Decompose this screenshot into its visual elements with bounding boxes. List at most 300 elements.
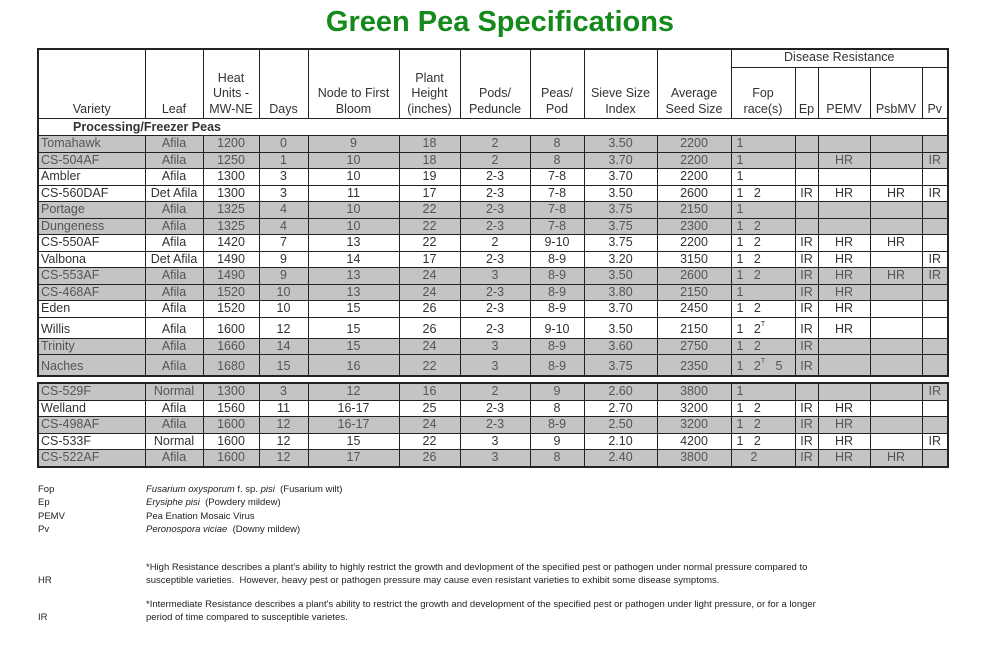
cell-pods: 3 [460, 433, 530, 450]
cell-days: 1 [259, 152, 308, 169]
col-header-pv: Pv [922, 68, 948, 119]
cell-fop: 1 $2^T$ 5 [731, 355, 795, 377]
cell-pv [922, 218, 948, 235]
cell-sieve: 3.50 [584, 268, 657, 285]
cell-pods: 3 [460, 268, 530, 285]
cell-pemv: HR [818, 317, 870, 338]
cell-height: 26 [399, 317, 460, 338]
cell-sieve: 3.50 [584, 317, 657, 338]
cell-days: 12 [259, 317, 308, 338]
cell-variety: Naches [38, 355, 145, 377]
cell-fop: 1 [731, 202, 795, 219]
cell-pemv [818, 383, 870, 400]
cell-peas: 7-8 [530, 218, 584, 235]
cell-sieve: 2.60 [584, 383, 657, 400]
cell-pv [922, 355, 948, 377]
cell-pods: 3 [460, 338, 530, 355]
cell-pods: 2-3 [460, 284, 530, 301]
tolerance-marker: T [760, 358, 766, 365]
cell-ep [795, 202, 818, 219]
table-row [38, 317, 948, 338]
cell-ep: IR [795, 338, 818, 355]
cell-days: 12 [259, 417, 308, 434]
cell-fop: 1 [731, 136, 795, 153]
cell-ep: IR [795, 301, 818, 318]
cell-seed: 2350 [657, 355, 731, 377]
cell-psbmv [870, 338, 922, 355]
cell-pemv: HR [818, 235, 870, 252]
cell-days: 14 [259, 338, 308, 355]
cell-ep: IR [795, 268, 818, 285]
cell-leaf: Afila [145, 417, 203, 434]
cell-variety: CS-553AF [38, 268, 145, 285]
cell-ep [795, 152, 818, 169]
cell-psbmv [870, 251, 922, 268]
cell-leaf: Afila [145, 338, 203, 355]
cell-node: 13 [308, 268, 399, 285]
cell-node: 10 [308, 169, 399, 186]
note-text: *Intermediate Resistance describes a plant's ability to restrict the growth and development of the specified pest or pathogen under light pressure, or for a longer [146, 599, 816, 610]
cell-days: 12 [259, 450, 308, 467]
table-row [38, 338, 948, 355]
cell-peas: 7-8 [530, 185, 584, 202]
cell-heat: 1680 [203, 355, 259, 377]
cell-peas: 7-8 [530, 169, 584, 186]
cell-ep: IR [795, 251, 818, 268]
cell-pv [922, 417, 948, 434]
col-header-seed: Average Seed Size [657, 49, 731, 119]
cell-fop: 1 $2^T$ [731, 317, 795, 338]
legend-description: Pea Enation Mosaic Virus [146, 510, 255, 522]
cell-heat: 1600 [203, 450, 259, 467]
legend-key: Ep [38, 497, 50, 509]
note-key: IR [38, 612, 48, 623]
cell-psbmv [870, 417, 922, 434]
cell-height: 22 [399, 202, 460, 219]
legend-key: PEMV [38, 510, 65, 522]
cell-heat: 1325 [203, 218, 259, 235]
cell-seed: 2600 [657, 185, 731, 202]
cell-sieve: 3.75 [584, 355, 657, 377]
cell-peas: 8-9 [530, 301, 584, 318]
cell-pv [922, 317, 948, 338]
cell-leaf: Afila [145, 202, 203, 219]
cell-seed: 3800 [657, 383, 731, 400]
cell-leaf: Det Afila [145, 251, 203, 268]
cell-variety: Dungeness [38, 218, 145, 235]
cell-pv: IR [922, 268, 948, 285]
col-header-days: Days [259, 49, 308, 119]
cell-variety: Eden [38, 301, 145, 318]
cell-heat: 1300 [203, 185, 259, 202]
cell-leaf: Afila [145, 152, 203, 169]
cell-psbmv: HR [870, 450, 922, 467]
legend-description: Erysiphe pisi (Powdery mildew) [146, 497, 281, 509]
cell-seed: 2450 [657, 301, 731, 318]
cell-heat: 1600 [203, 433, 259, 450]
cell-heat: 1600 [203, 417, 259, 434]
col-header-pods: Pods/ Peduncle [460, 49, 530, 119]
cell-heat: 1300 [203, 169, 259, 186]
cell-variety: Welland [38, 400, 145, 417]
table-row [38, 202, 948, 219]
cell-node: 11 [308, 185, 399, 202]
cell-pods: 2-3 [460, 301, 530, 318]
cell-heat: 1660 [203, 338, 259, 355]
cell-pemv: HR [818, 268, 870, 285]
cell-sieve: 3.50 [584, 185, 657, 202]
cell-fop: 1 2 [731, 218, 795, 235]
cell-sieve: 3.75 [584, 202, 657, 219]
cell-leaf: Normal [145, 433, 203, 450]
cell-psbmv: HR [870, 235, 922, 252]
cell-height: 22 [399, 433, 460, 450]
cell-variety: Portage [38, 202, 145, 219]
cell-ep: IR [795, 400, 818, 417]
cell-variety: Valbona [38, 251, 145, 268]
cell-heat: 1420 [203, 235, 259, 252]
cell-psbmv [870, 218, 922, 235]
cell-sieve: 3.75 [584, 218, 657, 235]
col-header-sieve: Sieve Size Index [584, 49, 657, 119]
table-row [38, 152, 948, 169]
col-header-psbmv: PsbMV [870, 68, 922, 119]
col-header-fop: Fop race(s) [731, 68, 795, 119]
cell-node: 16-17 [308, 417, 399, 434]
cell-seed: 3200 [657, 417, 731, 434]
cell-days: 4 [259, 202, 308, 219]
col-header-heat-units: Heat Units - MW-NE [203, 49, 259, 119]
cell-days: 15 [259, 355, 308, 377]
cell-heat: 1325 [203, 202, 259, 219]
cell-peas: 8-9 [530, 355, 584, 377]
cell-pv: IR [922, 251, 948, 268]
cell-height: 17 [399, 185, 460, 202]
cell-height: 24 [399, 338, 460, 355]
cell-node: 15 [308, 338, 399, 355]
table-row [38, 301, 948, 318]
cell-seed: 2300 [657, 218, 731, 235]
table-row [38, 400, 948, 417]
cell-ep: IR [795, 355, 818, 377]
cell-psbmv [870, 202, 922, 219]
cell-days: 9 [259, 268, 308, 285]
cell-pods: 2 [460, 136, 530, 153]
cell-ep: IR [795, 284, 818, 301]
cell-peas: 8 [530, 152, 584, 169]
cell-variety: CS-533F [38, 433, 145, 450]
cell-fop: 1 [731, 152, 795, 169]
cell-ep: IR [795, 450, 818, 467]
cell-pemv [818, 202, 870, 219]
cell-days: 10 [259, 284, 308, 301]
cell-node: 13 [308, 235, 399, 252]
cell-fop: 1 2 [731, 400, 795, 417]
cell-pv [922, 450, 948, 467]
cell-pods: 2-3 [460, 400, 530, 417]
table-row [38, 218, 948, 235]
spec-table-other [37, 382, 949, 468]
cell-heat: 1490 [203, 268, 259, 285]
cell-pemv: HR [818, 284, 870, 301]
cell-node: 15 [308, 433, 399, 450]
cell-peas: 8 [530, 136, 584, 153]
cell-node: 10 [308, 218, 399, 235]
table-row [38, 450, 948, 467]
cell-sieve: 3.50 [584, 136, 657, 153]
cell-psbmv [870, 433, 922, 450]
cell-psbmv [870, 317, 922, 338]
cell-fop: 2 [731, 450, 795, 467]
cell-ep: IR [795, 317, 818, 338]
cell-node: 15 [308, 317, 399, 338]
cell-node: 15 [308, 301, 399, 318]
cell-leaf: Afila [145, 301, 203, 318]
table-row [38, 185, 948, 202]
cell-days: 3 [259, 169, 308, 186]
cell-days: 12 [259, 433, 308, 450]
cell-pods: 2 [460, 152, 530, 169]
cell-peas: 8-9 [530, 251, 584, 268]
cell-sieve: 2.50 [584, 417, 657, 434]
cell-pods: 2-3 [460, 202, 530, 219]
cell-variety: Tomahawk [38, 136, 145, 153]
cell-fop: 1 [731, 169, 795, 186]
cell-fop: 1 2 [731, 235, 795, 252]
cell-pemv: HR [818, 152, 870, 169]
cell-variety: CS-498AF [38, 417, 145, 434]
cell-height: 18 [399, 136, 460, 153]
cell-leaf: Afila [145, 169, 203, 186]
cell-days: 11 [259, 400, 308, 417]
cell-pv: IR [922, 383, 948, 400]
cell-peas: 9 [530, 383, 584, 400]
cell-pv [922, 136, 948, 153]
cell-node: 9 [308, 136, 399, 153]
cell-seed: 2600 [657, 268, 731, 285]
cell-pemv: HR [818, 450, 870, 467]
cell-variety: Trinity [38, 338, 145, 355]
cell-pemv [818, 355, 870, 377]
cell-node: 17 [308, 450, 399, 467]
cell-psbmv [870, 301, 922, 318]
cell-variety: CS-522AF [38, 450, 145, 467]
cell-variety: Ambler [38, 169, 145, 186]
cell-leaf: Det Afila [145, 185, 203, 202]
cell-peas: 8 [530, 400, 584, 417]
cell-pemv: HR [818, 400, 870, 417]
cell-pemv: HR [818, 433, 870, 450]
cell-heat: 1560 [203, 400, 259, 417]
cell-variety: CS-504AF [38, 152, 145, 169]
cell-pemv: HR [818, 301, 870, 318]
section-label: Processing/Freezer Peas [38, 119, 948, 136]
cell-pods: 2-3 [460, 185, 530, 202]
cell-leaf: Afila [145, 317, 203, 338]
cell-height: 25 [399, 400, 460, 417]
cell-leaf: Afila [145, 136, 203, 153]
cell-heat: 1520 [203, 301, 259, 318]
cell-seed: 4200 [657, 433, 731, 450]
cell-heat: 1520 [203, 284, 259, 301]
cell-height: 26 [399, 301, 460, 318]
cell-node: 16 [308, 355, 399, 377]
cell-seed: 3150 [657, 251, 731, 268]
table-row [38, 235, 948, 252]
cell-height: 22 [399, 218, 460, 235]
cell-sieve: 3.70 [584, 169, 657, 186]
note-key: HR [38, 575, 52, 586]
cell-pv [922, 284, 948, 301]
cell-pemv [818, 218, 870, 235]
cell-heat: 1600 [203, 317, 259, 338]
cell-sieve: 3.80 [584, 284, 657, 301]
cell-days: 3 [259, 185, 308, 202]
cell-height: 19 [399, 169, 460, 186]
cell-ep: IR [795, 235, 818, 252]
spec-table-processing [37, 48, 949, 377]
cell-pemv: HR [818, 417, 870, 434]
cell-pods: 2-3 [460, 169, 530, 186]
cell-heat: 1300 [203, 383, 259, 400]
cell-pemv [818, 169, 870, 186]
cell-leaf: Afila [145, 400, 203, 417]
cell-days: 3 [259, 383, 308, 400]
cell-pods: 2 [460, 383, 530, 400]
cell-height: 24 [399, 417, 460, 434]
col-header-node: Node to First Bloom [308, 49, 399, 119]
cell-days: 0 [259, 136, 308, 153]
cell-leaf: Afila [145, 355, 203, 377]
cell-peas: 7-8 [530, 202, 584, 219]
cell-variety: CS-550AF [38, 235, 145, 252]
page-title: Green Pea Specifications [325, 6, 675, 38]
cell-peas: 8 [530, 450, 584, 467]
cell-heat: 1250 [203, 152, 259, 169]
cell-leaf: Afila [145, 268, 203, 285]
cell-pemv [818, 136, 870, 153]
table-row [38, 268, 948, 285]
col-header-leaf: Leaf [145, 49, 203, 119]
cell-heat: 1490 [203, 251, 259, 268]
cell-psbmv [870, 284, 922, 301]
cell-variety: CS-529F [38, 383, 145, 400]
legend-description: Peronospora viciae (Downy mildew) [146, 523, 301, 535]
col-header-pemv: PEMV [818, 68, 870, 119]
cell-peas: 9-10 [530, 235, 584, 252]
cell-seed: 2150 [657, 284, 731, 301]
cell-leaf: Afila [145, 218, 203, 235]
cell-pv [922, 235, 948, 252]
cell-psbmv [870, 400, 922, 417]
cell-psbmv [870, 355, 922, 377]
cell-psbmv: HR [870, 185, 922, 202]
tolerance-marker: T [760, 320, 766, 328]
cell-psbmv [870, 136, 922, 153]
cell-sieve: 3.20 [584, 251, 657, 268]
cell-fop: 1 2 [731, 251, 795, 268]
cell-fop: 1 2 [731, 433, 795, 450]
cell-pv: IR [922, 185, 948, 202]
cell-seed: 3200 [657, 400, 731, 417]
table-row [38, 355, 948, 377]
cell-pods: 2-3 [460, 417, 530, 434]
cell-ep: IR [795, 433, 818, 450]
cell-seed: 2150 [657, 202, 731, 219]
cell-days: 7 [259, 235, 308, 252]
cell-seed: 2200 [657, 136, 731, 153]
cell-sieve: 3.60 [584, 338, 657, 355]
cell-height: 17 [399, 251, 460, 268]
cell-node: 12 [308, 383, 399, 400]
cell-sieve: 2.70 [584, 400, 657, 417]
cell-node: 10 [308, 152, 399, 169]
cell-peas: 8-9 [530, 284, 584, 301]
cell-node: 14 [308, 251, 399, 268]
cell-pv [922, 400, 948, 417]
cell-peas: 9 [530, 433, 584, 450]
cell-pods: 2-3 [460, 218, 530, 235]
cell-pemv: HR [818, 185, 870, 202]
cell-seed: 2200 [657, 235, 731, 252]
cell-pv: IR [922, 433, 948, 450]
cell-peas: 9-10 [530, 317, 584, 338]
cell-sieve: 3.75 [584, 235, 657, 252]
col-header-variety: Variety [38, 49, 145, 119]
cell-peas: 8-9 [530, 338, 584, 355]
cell-pv [922, 202, 948, 219]
cell-seed: 2750 [657, 338, 731, 355]
cell-fop: 1 2 [731, 301, 795, 318]
cell-sieve: 3.70 [584, 301, 657, 318]
cell-ep [795, 383, 818, 400]
cell-days: 4 [259, 218, 308, 235]
cell-pods: 2-3 [460, 251, 530, 268]
cell-pods: 3 [460, 450, 530, 467]
cell-psbmv [870, 383, 922, 400]
cell-pemv [818, 338, 870, 355]
cell-fop: 1 [731, 383, 795, 400]
col-header-ep: Ep [795, 68, 818, 119]
cell-psbmv [870, 152, 922, 169]
cell-leaf: Normal [145, 383, 203, 400]
cell-sieve: 3.70 [584, 152, 657, 169]
note-text: susceptible varieties. However, heavy pest or pathogen pressure may cause even resistant varieties to exhibit some disease symptoms. [146, 575, 720, 586]
cell-height: 22 [399, 355, 460, 377]
table-row [38, 251, 948, 268]
col-header-peas: Peas/ Pod [530, 49, 584, 119]
cell-node: 16-17 [308, 400, 399, 417]
cell-fop: 1 2 [731, 185, 795, 202]
cell-node: 10 [308, 202, 399, 219]
cell-variety: Willis [38, 317, 145, 338]
cell-seed: 3800 [657, 450, 731, 467]
table-row [38, 383, 948, 400]
cell-pv [922, 301, 948, 318]
cell-ep [795, 169, 818, 186]
cell-psbmv: HR [870, 268, 922, 285]
legend-key: Pv [38, 523, 50, 535]
cell-pods: 2-3 [460, 317, 530, 338]
cell-fop: 1 [731, 284, 795, 301]
cell-height: 26 [399, 450, 460, 467]
cell-leaf: Afila [145, 235, 203, 252]
legend-description: Fusarium oxysporum f. sp. pisi (Fusarium wilt) [146, 484, 343, 495]
cell-seed: 2200 [657, 169, 731, 186]
note-text: *High Resistance describes a plant's ability to highly restrict the growth and devlopment of the specified pest or pathogen under normal pressure compared to [146, 562, 808, 573]
cell-height: 22 [399, 235, 460, 252]
table-row [38, 433, 948, 450]
